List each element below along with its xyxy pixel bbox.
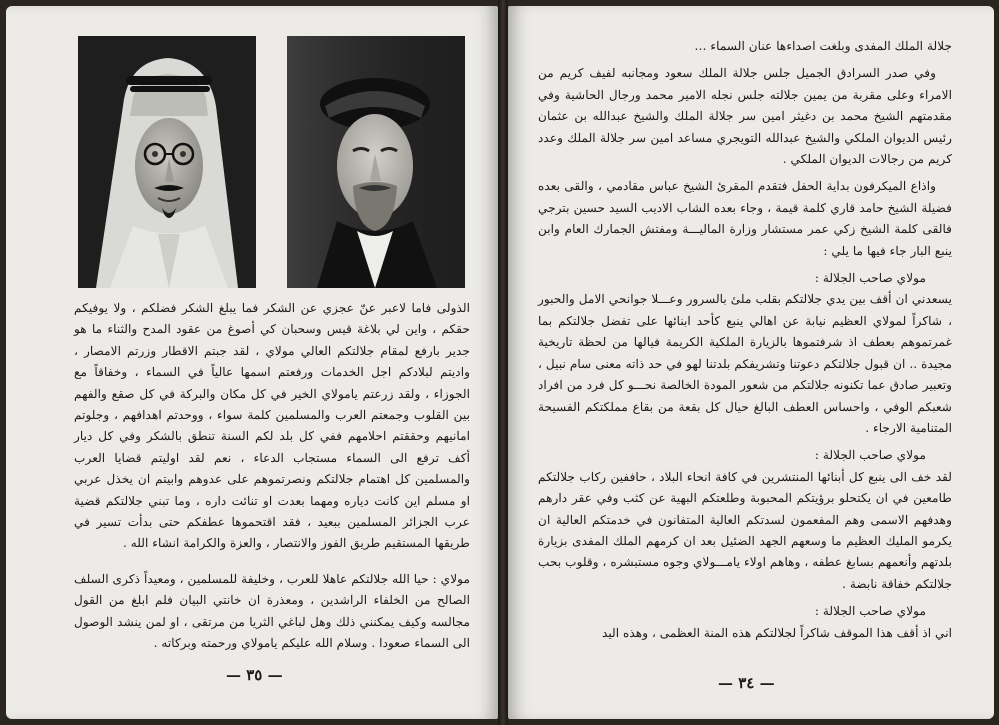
left-page <box>6 6 498 719</box>
body-paragraph: الذولى فاما لاعبر عنّ عجزي عن الشكر فما يبلغ الشكر فضلكم ، ولا يوفيكم حقكم ، واين لي بلاغة قيس وسحبان كي أصوغ من عقود المدح والثناء ما هو جدير بارفع لمقام جلالتكم العالي مولاي ، لقد جبتم الاقطار وزرتم الامصار ، واديتم لبلادكم اجل الخدمات ورفعتم اسمها عالياً في السماء ، وخفاقاً مع الجوزاء ، ولقد زرعتم يامولاي الخير في كل مكان والبركة في كل صقع والفهم بين القلوب وجمعتم العرب والمسلمين كلمة سواء ، ووحدتم اهدافهم ، وجلوتم امانيهم وحققتم احلامهم ففي كل بلد لكم السنة تنطق بالشكر وفي كل ديار أكف ترفع الى السماء مستجاب الدعاء ، نعم لقد اوليتم قضايا العرب والمسلمين كل اهتمام جلالتكم ونصرتموهم على عدوهم وابيتم ان يخذل عربي او مسلم اين كانت دياره ومهما بعدت او تنائت داره ، وما تبني جلالتكم قضية عرب الجزائر المسلمين ببعيد ، فقد اقتحموها عطفكم حتى بدأت تسير في طريقها المستقيم طريق الفوز والانتصار ، والعزة والكرامة انشاء الله . <box>74 301 470 551</box>
right-page-body <box>538 36 952 644</box>
body-paragraph: واذاع الميكرفون بداية الحفل فتقدم المقرئ الشيخ عباس مقادمي ، والقى بعده فضيلة الشيخ حامد قاري كلمة قيمة ، وجاء بعده الشاب الاديب السيد حسين بترجي فالقى كلمة الشيخ زكي عمر مستشار وزارة الماليـــة ومفتش الجمارك العام وابن ينبع البار جاء فيها ما يلي : <box>538 179 952 258</box>
salutation: مولاي صاحب الجلالة : <box>814 271 926 286</box>
body-paragraph: اني اذ أقف هذا الموقف شاكراً لجلالتكم هذه المنة العظمى ، وهذه اليد <box>601 625 952 640</box>
book-gutter <box>498 0 508 725</box>
body-paragraph: يسعدني ان أقف بين يدي جلالتكم بقلب ملئ بالسرور وعـــلا جوانحي الامل والحبور ، شاكراً لمولاي العظيم نيابة عن اهالي ينبع كأحد ابنائها على تفضل جلالتكم بما غمرتموهم بعطف اذ شرفتموها بالزيارة الملكية الكريمة فيالها من لحظة تاريخية مجيدة .. ان قبول جلالتكم دعوتنا وتشريفكم بلدتنا لهو في حد ذاته معنى سام نبيل ، وتعبير صادق عما تكنونه جلالتكم من شعور المودة الخالصة نحـــو كل فرد من افراد شعبكم الوفي ، واحساس العطف البالغ حيال كل بقعة من بقاع مملكتكم الفسيحة المتنامية الارجاء . <box>538 292 952 435</box>
right-page <box>508 6 994 719</box>
body-paragraph: لقد خف الى ينبع كل أبنائها المنتشرين في كافة انحاء البلاد ، حاففين ركاب جلالتكم طامعين في ان يكتحلو برؤيتكم المحبوبة وطلعتكم البهية عن كثب وفي عقر دارهم وهدفهم الاسمى وهم المفعمون لسدتكم العالية المتفانون في خدمتكم العالية ان يكرمو المليك العظيم ما وسعهم الجهد الضئيل بعد ان كرمهم الملك المفدى بزيارة بلدتهم وأنعمهم بسابغ عطفه ، وهاهم اولاء يامـــولاي وجوه مستبشره ، وقلوب بحب جلالتكم خفاقة نابضة . <box>538 469 952 591</box>
salutation: مولاي صاحب الجلالة : <box>814 448 926 463</box>
header-line: جلالة الملك المفدى وبلغت اصداءها عنان السماء … <box>694 39 952 53</box>
portrait-photo-2 <box>287 36 465 288</box>
page-number: — ٣٤ — <box>718 674 775 692</box>
left-page-body <box>74 298 470 655</box>
page-number: — ٣٥ — <box>226 666 283 684</box>
body-paragraph: وفي صدر السرادق الجميل جلس جلالة الملك سعود ومجانبه لفيف كريم من الامراء وعلى مقربة من يمين جلالته جلس نجله الامير محمد ورجال الحاشية وفي مقدمتهم الشيخ محمد بن دغيثر امين سر جلالة الملك والشيخ عبدالله بن عثمان رئيس الديوان الملكي والشيخ عبدالله التويجري مساعد امين سر جلالة الملك وعدد كريم من رجالات الديوان الملكي . <box>538 66 952 167</box>
body-paragraph: مولاي : حيا الله جلالتكم عاهلا للعرب ، وخليفة للمسلمين ، ومعيداً ذكرى السلف الصالح من الخلفاء الراشدين ، ومعذرة ان خانتي البيان فلم ابلغ من القول مجالسه وكيف يمكنني ذلك وهل لباغي الثريا من مرتقى ، او لمن ينشد الوصول الى السماء صعودا . وسلام الله عليكم يامولاي ورحمته وبركاته . <box>74 571 470 651</box>
portrait-photo-1 <box>78 36 256 288</box>
salutation: مولاي صاحب الجلالة : <box>814 604 926 619</box>
